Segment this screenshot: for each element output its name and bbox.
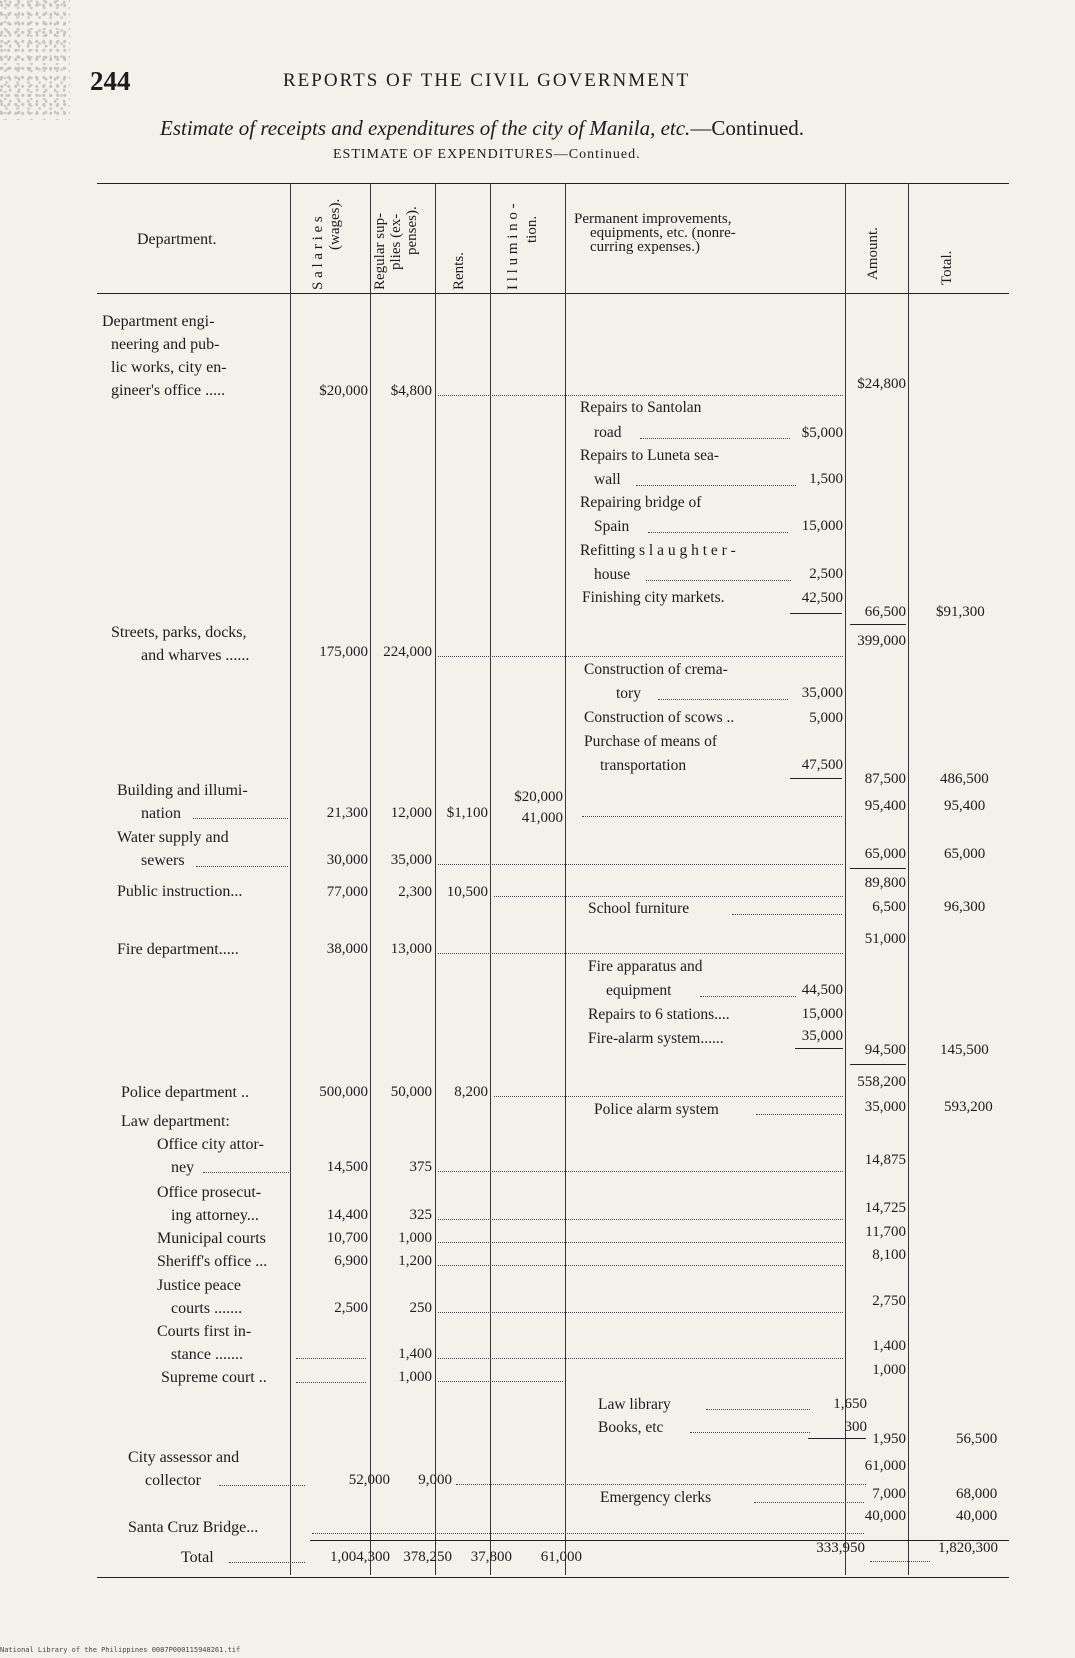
scan-footer: National Library of the Philippines 0087P000115948261.tif — [0, 1646, 241, 1654]
str-sub-rule — [790, 778, 842, 779]
col-divider-total — [908, 183, 909, 1575]
streets-supplies: 224,000 — [383, 644, 432, 660]
eng-item1-leader — [640, 438, 790, 439]
building-leader — [582, 816, 842, 817]
str-item2-value: 5,000 — [809, 710, 843, 726]
law-justice-supplies: 250 — [409, 1300, 432, 1316]
fire-leader — [438, 953, 843, 954]
engineering-amount: $24,800 — [857, 376, 906, 392]
law-item1: Law library — [598, 1396, 671, 1413]
total-permanent: 333,950 — [816, 1540, 865, 1556]
section-heading: ESTIMATE OF EXPENDITURES—Continued. — [333, 147, 641, 162]
law-municipal-supplies: 1,000 — [398, 1230, 432, 1246]
law-prosecuting-amount: 14,725 — [864, 1200, 906, 1216]
law-supreme-supplies: 1,000 — [398, 1369, 432, 1385]
police-item1-leader — [756, 1114, 842, 1115]
eng-total: $91,300 — [936, 604, 985, 620]
col-divider-salaries — [290, 183, 291, 1575]
law-justice-peace-line2: courts ....... — [171, 1300, 243, 1317]
water-salaries: 30,000 — [326, 852, 368, 868]
str-total: 486,500 — [940, 771, 989, 787]
fire-item2-value: 15,000 — [801, 1006, 843, 1022]
header-salaries-a: S a l a r i e s — [310, 216, 326, 290]
dept-engineering-line2: neering and pub- — [111, 336, 220, 353]
fire-item1-a: Fire apparatus and — [588, 958, 703, 975]
water-supplies: 35,000 — [390, 852, 432, 868]
streets-salaries: 175,000 — [319, 644, 368, 660]
law-total: 56,500 — [956, 1431, 998, 1447]
law-item2: Books, etc — [598, 1419, 664, 1436]
building-illumination-2: 41,000 — [521, 810, 563, 826]
law-municipal-amount: 11,700 — [865, 1224, 906, 1240]
dept-engineering-line4: gineer's office ..... — [111, 382, 226, 399]
fire-item1-leader — [700, 996, 796, 997]
eng-sub-rule — [790, 613, 842, 614]
fire-item1-b: equipment — [606, 982, 672, 999]
building-leader-label — [193, 818, 288, 819]
public-supplies: 2,300 — [398, 884, 432, 900]
police-item1: Police alarm system — [594, 1101, 719, 1118]
dept-police: Police department .. — [121, 1084, 249, 1101]
header-supplies-c: penses). — [404, 206, 420, 255]
police-total: 593,200 — [944, 1099, 993, 1115]
assessor-total: 68,000 — [956, 1486, 998, 1502]
str-item3-b: transportation — [600, 757, 687, 774]
police-rents: 8,200 — [454, 1084, 488, 1100]
fire-supplies: 13,000 — [390, 941, 432, 957]
law-city-attorney-line2: ney — [171, 1159, 195, 1176]
eng-item4-a: Refitting s l a u g h t e r - — [580, 542, 736, 559]
eng-item3-b: Spain — [594, 518, 630, 535]
page-number: 244 — [90, 66, 131, 96]
law-justice-salaries: 2,500 — [334, 1300, 368, 1316]
law-city-attorney-amount: 14,875 — [864, 1152, 906, 1168]
total-label-leader — [229, 1562, 305, 1563]
header-rents: Rents. — [451, 252, 467, 290]
law-sheriff-salaries: 6,900 — [334, 1253, 368, 1269]
dept-law-heading: Law department: — [121, 1113, 230, 1130]
str-item1-a: Construction of crema- — [584, 661, 728, 678]
dept-assessor-line2: collector — [145, 1472, 201, 1489]
law-municipal-leader — [438, 1242, 843, 1243]
public-total: 96,300 — [944, 899, 986, 915]
public-item1-value: 6,500 — [872, 899, 906, 915]
header-amount: Amount. — [865, 227, 881, 280]
dept-public-instruction: Public instruction... — [117, 883, 243, 900]
building-total: 95,400 — [944, 798, 986, 814]
law-sheriff: Sheriff's office ... — [157, 1253, 268, 1270]
dept-assessor-line1: City assessor and — [128, 1449, 240, 1466]
page-subtitle — [160, 116, 804, 141]
scan-noise — [0, 0, 70, 120]
law-sheriff-supplies: 1,200 — [398, 1253, 432, 1269]
law-municipal-courts: Municipal courts — [157, 1230, 266, 1247]
eng-item1-b: road — [594, 424, 622, 441]
col-divider-illumination — [490, 183, 491, 1575]
law-justice-leader — [438, 1312, 843, 1313]
fire-salaries: 38,000 — [326, 941, 368, 957]
col-divider-permanent — [565, 183, 566, 1575]
header-illumination-a: I l l u m i n o - — [505, 203, 521, 290]
eng-item5-value: 42,500 — [801, 590, 843, 606]
streets-leader — [438, 656, 843, 657]
fire-amount-rule — [850, 1064, 906, 1065]
police-leader — [494, 1096, 843, 1097]
eng-item2-a: Repairs to Luneta sea- — [580, 447, 720, 464]
str-subtotal: 87,500 — [864, 771, 906, 787]
dept-engineering-line1: Department engi- — [102, 313, 215, 330]
dept-engineering-line3: lic works, city en- — [111, 359, 227, 376]
total-grand: 1,820,300 — [938, 1540, 998, 1556]
assessor-supplies: 9,000 — [418, 1472, 452, 1488]
public-amount: 89,800 — [864, 875, 906, 891]
law-prosecuting-leader — [438, 1219, 843, 1220]
assessor-label-leader — [219, 1485, 305, 1486]
law-prosecuting-line1: Office prosecut- — [157, 1184, 262, 1201]
law-first-instance-sal-leader — [296, 1358, 366, 1359]
col-divider-supplies — [370, 183, 371, 1575]
law-item1-leader — [706, 1409, 810, 1410]
building-amount: 95,400 — [864, 798, 906, 814]
subtitle-tail: —Continued. — [690, 116, 805, 140]
fire-item2-a: Repairs to 6 stations.... — [588, 1006, 730, 1023]
running-head: REPORTS OF THE CIVIL GOVERNMENT — [283, 70, 691, 91]
totals-top-rule — [310, 1540, 1009, 1541]
fire-total: 145,500 — [940, 1042, 989, 1058]
law-first-instance-supplies: 1,400 — [398, 1346, 432, 1362]
law-subtotal: 1,950 — [872, 1431, 906, 1447]
dept-streets-line2: and wharves ...... — [141, 647, 250, 664]
law-supreme-leader — [438, 1381, 563, 1382]
header-department: Department. — [137, 231, 217, 248]
fire-item3-value: 35,000 — [801, 1028, 843, 1044]
building-illumination-1: $20,000 — [514, 789, 563, 805]
eng-subtotal: 66,500 — [864, 604, 906, 620]
dept-water-line1: Water supply and — [117, 829, 229, 846]
santa-cruz-amount: 40,000 — [864, 1508, 906, 1524]
law-prosecuting-salaries: 14,400 — [326, 1207, 368, 1223]
law-municipal-salaries: 10,700 — [326, 1230, 368, 1246]
eng-item4-value: 2,500 — [809, 566, 843, 582]
law-supreme-sal-leader — [296, 1382, 366, 1383]
police-amount: 558,200 — [857, 1074, 906, 1090]
law-justice-amount: 2,750 — [872, 1293, 906, 1309]
water-leader-label — [196, 866, 288, 867]
law-first-instance-leader — [438, 1358, 843, 1359]
law-sheriff-amount: 8,100 — [872, 1247, 906, 1263]
header-permanent-c: curring expenses.) — [590, 239, 700, 255]
eng-item3-leader — [648, 532, 788, 533]
dept-building-line2: nation — [141, 805, 181, 822]
engineering-supplies: $4,800 — [390, 383, 432, 399]
fire-amount: 51,000 — [864, 931, 906, 947]
police-salaries: 500,000 — [319, 1084, 368, 1100]
law-city-attorney-supplies: 375 — [409, 1159, 432, 1175]
law-sheriff-leader — [438, 1265, 843, 1266]
law-prosecuting-supplies: 325 — [409, 1207, 432, 1223]
law-city-attorney-salaries: 14,500 — [326, 1159, 368, 1175]
total-amount-leader — [870, 1561, 930, 1562]
eng-item4-b: house — [594, 566, 631, 583]
law-first-instance-amount: 1,400 — [872, 1338, 906, 1354]
assessor-leader — [456, 1484, 866, 1485]
eng-item3-value: 15,000 — [801, 518, 843, 534]
public-salaries: 77,000 — [326, 884, 368, 900]
building-salaries: 21,300 — [326, 805, 368, 821]
str-item3-a: Purchase of means of — [584, 733, 717, 750]
police-item1-value: 35,000 — [864, 1099, 906, 1115]
building-rents: $1,100 — [446, 805, 488, 821]
public-item1: School furniture — [588, 900, 690, 917]
law-supreme-court: Supreme court .. — [161, 1369, 267, 1386]
eng-item2-b: wall — [594, 471, 621, 488]
fire-item1-value: 44,500 — [801, 982, 843, 998]
public-rents: 10,500 — [446, 884, 488, 900]
santa-cruz-total: 40,000 — [956, 1508, 998, 1524]
water-leader — [438, 864, 843, 865]
dept-water-line2: sewers — [141, 852, 185, 869]
eng-item1-a: Repairs to Santolan — [580, 399, 702, 416]
law-justice-peace-line1: Justice peace — [157, 1277, 241, 1294]
assessor-amount: 61,000 — [864, 1458, 906, 1474]
total-illumination: 61,000 — [540, 1549, 582, 1565]
header-permanent-a: Permanent improvements, — [574, 211, 732, 227]
fire-item3-a: Fire-alarm system...... — [588, 1030, 724, 1047]
eng-item1-value: $5,000 — [801, 425, 843, 441]
eng-item5-a: Finishing city markets. — [582, 589, 725, 606]
str-item1-value: 35,000 — [801, 685, 843, 701]
assessor-item1: Emergency clerks — [600, 1489, 712, 1506]
col-divider-rents — [435, 183, 436, 1575]
law-city-attorney-label-leader — [203, 1172, 291, 1173]
total-rents: 37,800 — [470, 1549, 512, 1565]
law-supreme-amount: 1,000 — [872, 1362, 906, 1378]
total-salaries: 1,004,300 — [330, 1549, 390, 1565]
header-supplies-a: Regular sup- — [372, 212, 388, 290]
header-illumination-b: tion. — [524, 215, 540, 243]
total-supplies: 378,250 — [403, 1549, 452, 1565]
law-first-instance-line2: stance ....... — [171, 1346, 243, 1363]
str-item1-leader — [658, 699, 788, 700]
law-item2-leader — [690, 1432, 810, 1433]
header-total: Total. — [939, 250, 955, 285]
dept-building-line1: Building and illumi- — [117, 782, 248, 799]
dept-santa-cruz: Santa Cruz Bridge... — [128, 1519, 259, 1536]
santa-cruz-leader — [312, 1533, 864, 1534]
assessor-item1-value: 7,000 — [872, 1486, 906, 1502]
dept-fire: Fire department..... — [117, 941, 239, 958]
law-item2-value: 300 — [844, 1419, 867, 1435]
eng-amount-rule — [850, 624, 906, 625]
table-top-rule — [97, 183, 1009, 184]
law-item1-value: 1,650 — [833, 1396, 867, 1412]
water-amount-rule — [850, 868, 906, 869]
fire-sub-rule — [795, 1048, 843, 1049]
engineering-salaries: $20,000 — [319, 383, 368, 399]
law-city-attorney-line1: Office city attor- — [157, 1136, 264, 1153]
water-total: 65,000 — [944, 846, 986, 862]
assessor-salaries: 52,000 — [348, 1472, 390, 1488]
header-salaries-b: (wages). — [327, 198, 343, 250]
public-item1-leader — [732, 914, 842, 915]
fire-subtotal: 94,500 — [864, 1042, 906, 1058]
water-amount: 65,000 — [864, 846, 906, 862]
police-supplies: 50,000 — [390, 1084, 432, 1100]
eng-item2-value: 1,500 — [809, 471, 843, 487]
str-item3-value: 47,500 — [801, 757, 843, 773]
header-supplies-b: plies (ex- — [388, 213, 404, 270]
streets-amount: 399,000 — [857, 633, 906, 649]
str-item2-a: Construction of scows .. — [584, 709, 735, 726]
law-city-attorney-leader — [438, 1171, 843, 1172]
table-bottom-rule — [97, 1577, 1009, 1578]
total-label: Total — [181, 1549, 214, 1566]
law-first-instance-line1: Courts first in- — [157, 1323, 252, 1340]
str-item1-b: tory — [616, 685, 641, 702]
header-permanent-b: equipments, etc. (nonre- — [590, 225, 736, 241]
header-bottom-rule — [97, 293, 1009, 294]
eng-item3-a: Repairing bridge of — [580, 494, 702, 511]
building-supplies: 12,000 — [390, 805, 432, 821]
subtitle-italic: Estimate of receipts and expenditures of the city of Manila, etc. — [160, 116, 691, 140]
dept-streets-line1: Streets, parks, docks, — [111, 624, 247, 641]
law-prosecuting-line2: ing attorney... — [171, 1207, 259, 1224]
